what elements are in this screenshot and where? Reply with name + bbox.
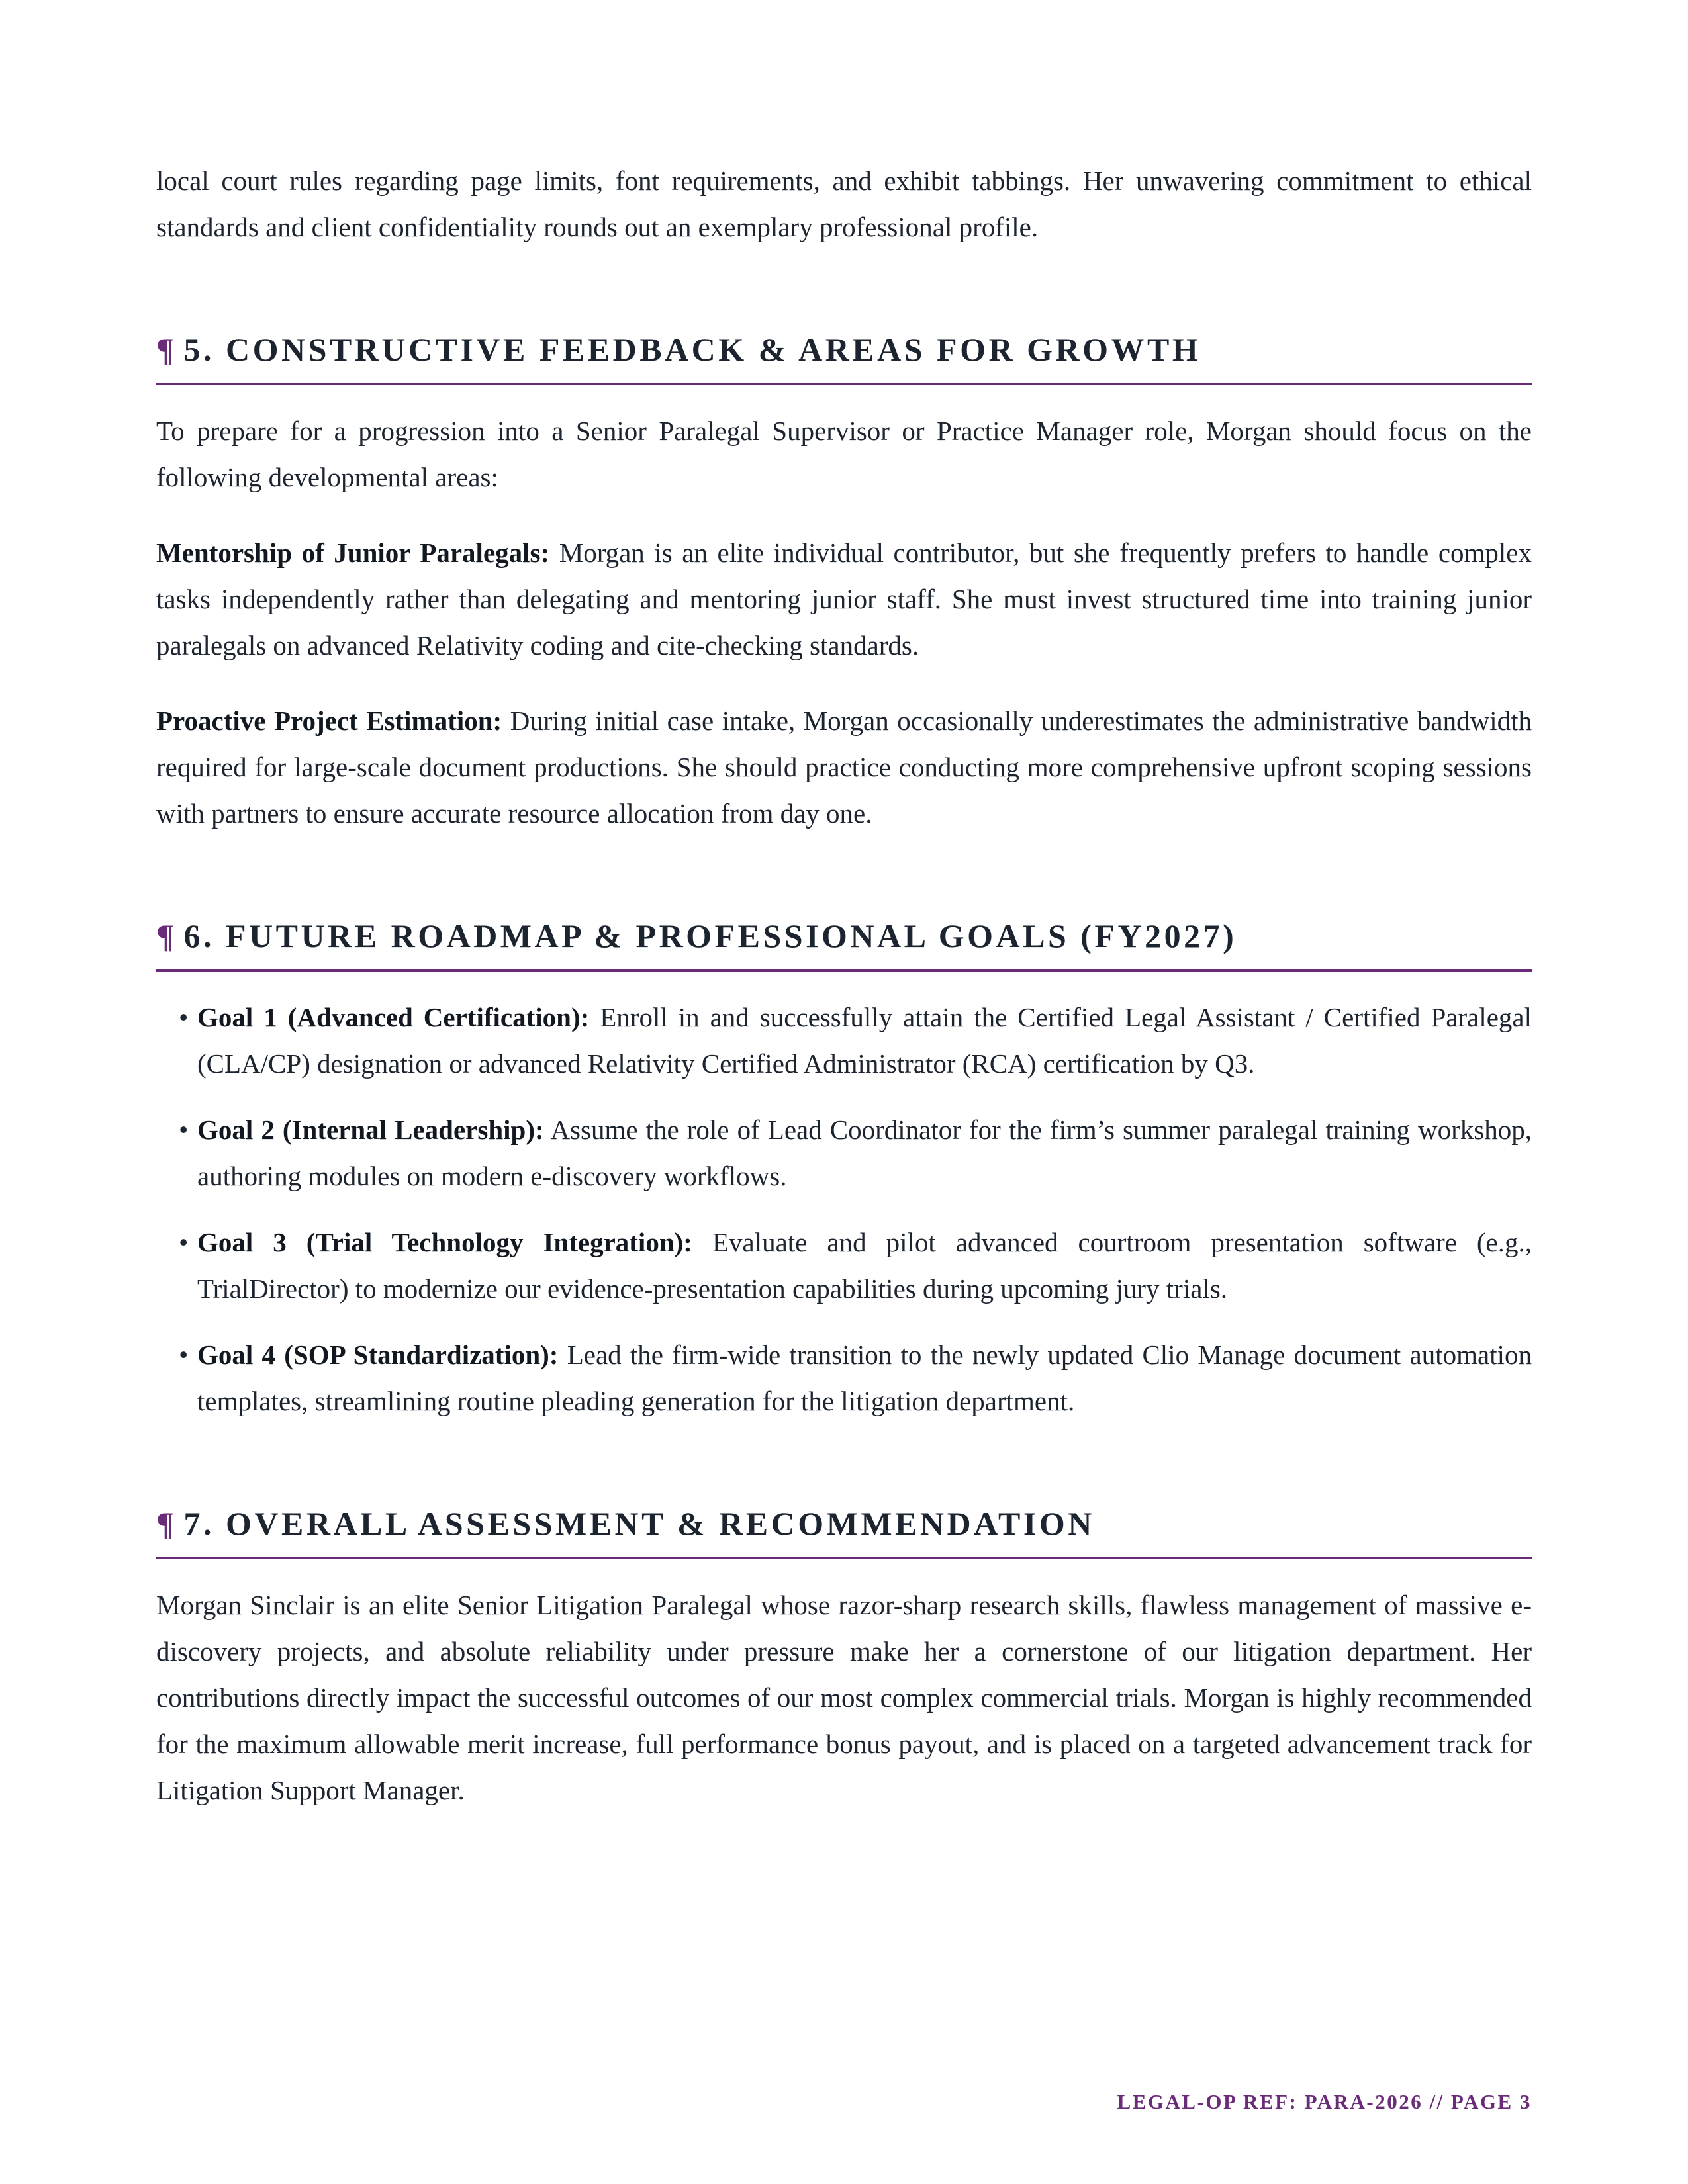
bullet-icon: • [179, 1227, 189, 1257]
pilcrow-icon: ¶ [156, 1505, 177, 1542]
page-footer: LEGAL-OP REF: PARA-2026 // PAGE 3 [1117, 2090, 1532, 2113]
goal-text: Lead the firm-wide transition to the newly updated Clio Manage document automation templates, streamlining routine pleading generation for the litigation department. [197, 1340, 1532, 1416]
section-5-heading [156, 328, 1532, 385]
section-5-title: 5. CONSTRUCTIVE FEEDBACK & AREAS FOR GROWTH [183, 331, 1201, 368]
goal-text: Evaluate and pilot advanced courtroom presentation software (e.g., TrialDirector) to modernize our evidence-presentation capabilities during upcoming jury trials. [197, 1227, 1532, 1304]
goal-item [156, 1219, 1532, 1312]
goal-label: Goal 4 (SOP Standardization): [197, 1340, 559, 1370]
feedback-text: During initial case intake, Morgan occasionally underestimates the administrative bandwidth required for large-scale document productions. She should practice conducting more comprehensive upfront scoping sessions with partners to ensure accurate resource allocation from day one. [156, 705, 1532, 829]
feedback-text: Morgan is an elite individual contributor, but she frequently prefers to handle complex tasks independently rather than delegating and mentoring junior staff. She must invest structured time into training junior paralegals on advanced Relativity coding and cite-checking standards. [156, 537, 1532, 660]
section-7-title: 7. OVERALL ASSESSMENT & RECOMMENDATION [183, 1505, 1095, 1542]
goal-item [156, 1107, 1532, 1199]
intro-paragraph: local court rules regarding page limits, font requirements, and exhibit tabbings. Her unwavering commitment to ethical standards and client confidentiality rounds out an exemplary professional profile. [156, 165, 1532, 242]
goal-text: Assume the role of Lead Coordinator for the firm’s summer paralegal training workshop, authoring modules on modern e-discovery workflows. [197, 1115, 1532, 1191]
goal-item [156, 994, 1532, 1087]
bullet-icon: • [179, 1115, 189, 1145]
pilcrow-icon: ¶ [156, 331, 177, 368]
overall-assessment-paragraph: Morgan Sinclair is an elite Senior Litigation Paralegal whose razor-sharp research skills, flawless management of massive e-discovery projects, and absolute reliability under pressure make her a cornerstone of our litigation department. Her contributions directly impact the successful outcomes of our most complex commercial trials. Morgan is highly recommended for the maximum allowable merit increase, full performance bonus payout, and is placed on a targeted advancement track for Litigation Support Manager. [156, 1590, 1532, 1805]
bullet-icon: • [179, 1340, 189, 1370]
bullet-icon: • [179, 1002, 189, 1032]
feedback-label: Proactive Project Estimation: [156, 705, 502, 736]
goals-list [156, 994, 1532, 1424]
feedback-item-estimation [156, 698, 1532, 837]
section-6-title: 6. FUTURE ROADMAP & PROFESSIONAL GOALS (FY2027) [183, 917, 1237, 954]
goal-text: Enroll in and successfully attain the Certified Legal Assistant / Certified Paralegal (CLA/CP) designation or advanced Relativity Certified Administrator (RCA) certification by Q3. [197, 1002, 1532, 1079]
pilcrow-icon: ¶ [156, 917, 177, 954]
feedback-label: Mentorship of Junior Paralegals: [156, 537, 550, 568]
document-page [156, 158, 1532, 1813]
section-5-lead: To prepare for a progression into a Senior Paralegal Supervisor or Practice Manager role, Morgan should focus on the following developmental areas: [156, 416, 1532, 492]
goal-item [156, 1332, 1532, 1424]
goal-label: Goal 1 (Advanced Certification): [197, 1002, 590, 1032]
feedback-item-mentorship [156, 529, 1532, 668]
section-6-heading [156, 915, 1532, 972]
section-7-heading [156, 1502, 1532, 1559]
goal-label: Goal 3 (Trial Technology Integration): [197, 1227, 692, 1257]
goal-label: Goal 2 (Internal Leadership): [197, 1115, 544, 1145]
